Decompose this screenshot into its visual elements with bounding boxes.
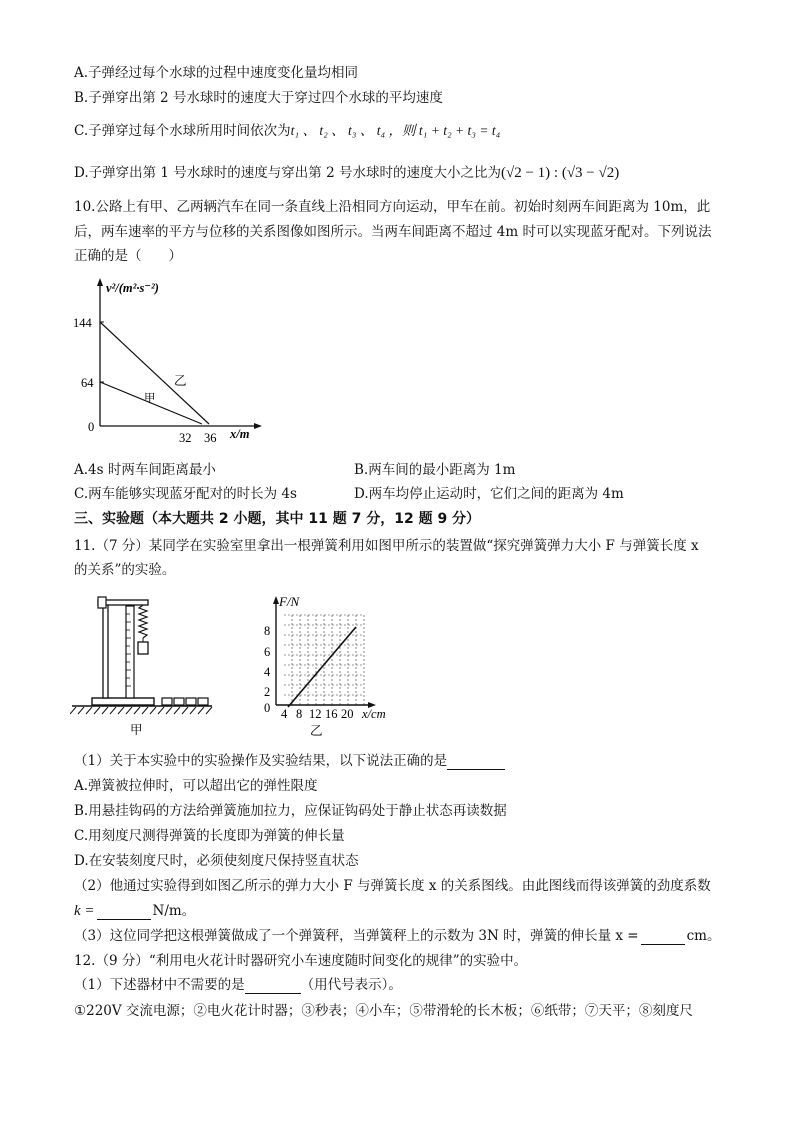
q10-graph xyxy=(70,272,270,447)
q9-option-a: A.子弹经过每个水球的过程中速度变化量均相同 xyxy=(74,65,359,81)
q12-sub1-blank[interactable] xyxy=(245,993,301,994)
q11-sub1 xyxy=(74,752,505,770)
q10-x-arrow xyxy=(254,423,262,429)
q11-sub2-unit: N/m。 xyxy=(152,903,196,919)
q12-items: ①220V 交流电源；②电火花计时器；③秒表；④小车；⑤带滑轮的长木板；⑥纸带；⑦天平；⑧刻度尺 xyxy=(74,1003,693,1019)
q11-sub3 xyxy=(74,927,720,945)
q10-ytick-144: 144 xyxy=(73,316,92,330)
q11-label-jia: 甲 xyxy=(130,723,143,737)
q11-xtick-20: 20 xyxy=(341,707,354,721)
q10-option-c: C.两车能够实现蓝牙配对的时长为 4s xyxy=(74,486,297,502)
q11-ytick-4: 4 xyxy=(264,665,271,679)
q9-option-d-math: (√2 − 1) : (√3 − √2) xyxy=(500,165,620,181)
q11-xtick-8: 8 xyxy=(296,707,303,721)
q10-stem-line1: 10.公路上有甲、乙两辆汽车在同一条直线上沿相同方向运动，甲车在前。初始时刻两车间距离为 10m，此 xyxy=(74,199,711,215)
q11-sub3-blank[interactable] xyxy=(641,944,685,945)
q11-sub2-blank[interactable] xyxy=(97,919,151,920)
q10-ylabel: v²/(m²·s⁻²) xyxy=(106,281,159,295)
q11-ytick-6: 6 xyxy=(264,645,271,659)
q11-option-a: A.弹簧被拉伸时，可以超出它的弹性限度 xyxy=(74,778,318,794)
q9-option-d-text: D.子弹穿出第 1 号水球时的速度与穿出第 2 号水球时的速度大小之比为 xyxy=(74,165,501,181)
q11-figure-jia xyxy=(70,590,220,740)
q11-sub3-text: （3）这位同学把这根弹簧做成了一个弹簧秤，当弹簧秤上的示数为 3N 时，弹簧的伸长量 x = xyxy=(74,928,639,944)
q11-ylabel: F/N xyxy=(279,594,300,609)
q11-xlabel: x/cm xyxy=(362,707,386,721)
q9-option-c-text: C.子弹穿过每个水球所用时间依次为 xyxy=(74,123,291,139)
section-3-heading: 三、实验题（本大题共 2 小题，其中 11 题 7 分，12 题 9 分） xyxy=(74,511,481,527)
q9-option-c-math: t₁ 、 t₂ 、 t₃ 、 t₄ ，则 t₁ + t₂ + t₃ = t₄ xyxy=(290,123,501,138)
q12-sub1-text: （1）下述器材中不需要的是 xyxy=(74,977,245,993)
q10-option-b: B.两车间的最小距离为 1m xyxy=(354,462,516,478)
q11-graph xyxy=(250,590,410,740)
q11-ytick-2: 2 xyxy=(264,685,271,699)
q11-option-c: C.用刻度尺测得弹簧的长度即为弹簧的伸长量 xyxy=(74,828,345,844)
q10-xtick-36: 36 xyxy=(204,431,217,445)
q11-stem-line2: 的关系”的实验。 xyxy=(74,562,176,578)
q10-line-yi xyxy=(100,322,209,424)
q11-label-yi: 乙 xyxy=(310,724,323,738)
q11-sub2-k: k = xyxy=(74,903,95,919)
q9-option-c xyxy=(74,122,500,140)
q11-xtick-12: 12 xyxy=(309,707,322,721)
q10-option-d: D.两车均停止运动时，它们之间的距离为 4m xyxy=(354,486,624,502)
q9-option-d xyxy=(74,164,619,182)
q11-xtick-16: 16 xyxy=(325,707,338,721)
q10-y-arrow xyxy=(97,278,103,286)
q10-xtick-32: 32 xyxy=(179,431,192,445)
q12-sub1 xyxy=(74,976,402,994)
q10-option-a: A.4s 时两车间距离最小 xyxy=(74,462,216,478)
q10-stem-line3: 正确的是（ ） xyxy=(74,248,182,264)
q10-label-jia: 甲 xyxy=(144,393,156,405)
q12-sub1-tail: （用代号表示）。 xyxy=(300,977,402,993)
q11-xtick-4: 4 xyxy=(281,707,288,721)
q12-stem: 12.（9 分）“利用电火花计时器研究小车速度随时间变化的规律”的实验中。 xyxy=(74,953,528,969)
q11-sub2-line2 xyxy=(74,902,195,920)
q11-sub2-line1: （2）他通过实验得到如图乙所示的弹力大小 F 与弹簧长度 x 的关系图线。由此图线而得该弹簧的劲度系数 xyxy=(74,878,711,894)
q11-option-d: D.在安装刻度尺时，必须使刻度尺保持竖直状态 xyxy=(74,853,359,869)
q10-origin: 0 xyxy=(88,420,95,434)
q11-origin: 0 xyxy=(264,701,271,715)
q11-stem-line1: 11.（7 分）某同学在实验室里拿出一根弹簧利用如图甲所示的装置做“探究弹簧弹力大小 F 与弹簧长度 x xyxy=(74,538,699,554)
q11-sub1-blank[interactable] xyxy=(447,769,505,770)
q11-ytick-8: 8 xyxy=(264,624,271,638)
q11-sub3-unit: cm。 xyxy=(686,928,721,944)
q10-label-yi: 乙 xyxy=(174,374,187,388)
q9-option-b: B.子弹穿出第 2 号水球时的速度大于穿过四个水球的平均速度 xyxy=(74,90,443,106)
q11-sub1-text: （1）关于本实验中的实验操作及实验结果，以下说法正确的是 xyxy=(74,753,448,769)
q10-stem-line2: 后，两车速率的平方与位移的关系图像如图所示。当两车间距离不超过 4m 时可以实现蓝牙配对。下列说法 xyxy=(74,224,712,240)
q11-option-b: B.用悬挂钩码的方法给弹簧施加拉力，应保证钩码处于静止状态再读数据 xyxy=(74,803,507,819)
q10-xlabel: x/m xyxy=(230,427,250,441)
q10-ytick-64: 64 xyxy=(81,376,94,390)
